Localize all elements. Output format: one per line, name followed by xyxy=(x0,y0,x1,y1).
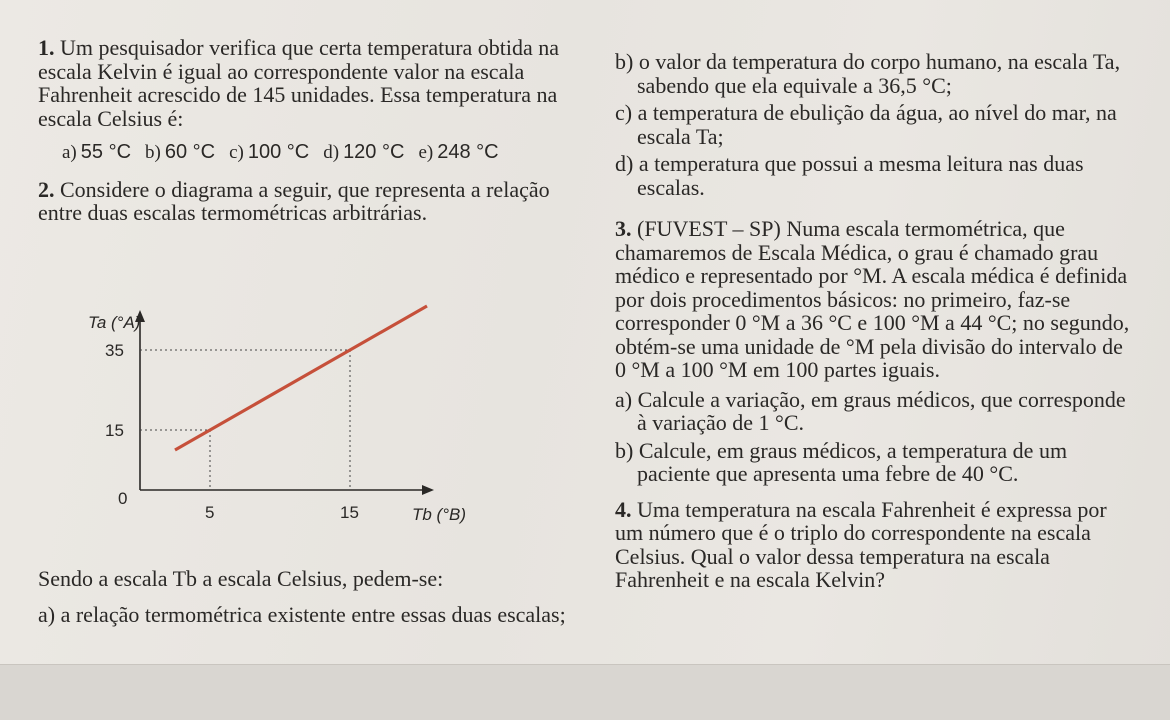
page-bottom-edge xyxy=(0,664,1170,720)
x-tick-label-15: 15 xyxy=(340,503,359,522)
option-c[interactable]: c) 100 °C xyxy=(229,141,310,163)
question-2-intro: 2. Considere o diagrama a seguir, que representa a relação entre duas escalas termométricas arbitrárias. xyxy=(38,176,550,225)
option-a[interactable]: a) 55 °C xyxy=(62,141,132,163)
right-column xyxy=(615,46,1135,592)
question-2-continuation xyxy=(38,566,598,638)
question-2c: c) a temperatura de ebulição da água, ao nível do mar, na escala Ta; xyxy=(615,100,1117,149)
question-2d: d) a temperatura que possui a mesma leitura nas duas escalas. xyxy=(615,151,1084,200)
y-tick-label-15: 15 xyxy=(105,421,124,440)
question-2b: b) o valor da temperatura do corpo humano, na escala Ta, sabendo que ela equivale a 36,5 °C; xyxy=(615,49,1121,98)
y-axis-label: Ta (°A) xyxy=(88,313,141,332)
series-line xyxy=(175,306,427,450)
y-tick-label-35: 35 xyxy=(105,341,124,360)
temperature-chart xyxy=(70,250,520,540)
question-3: 3. (FUVEST – SP) Numa escala termométrica, que chamaremos de Escala Médica, o grau é chamado grau médico e representado por °M. A escala médica é definida por dois procedimentos básicos: no primeiro, faz-se corresponder 0 °M a 36 °C e 100 °M a 44 °C; no segundo, obtém-se uma unidade de °M pela divisão do intervalo de 0 °M a 100 °M em 100 partes iguais. xyxy=(615,216,1130,382)
left-column xyxy=(38,36,598,225)
question-3b: b) Calcule, em graus médicos, a temperatura de um paciente que apresenta uma febre de 40 °C. xyxy=(615,437,1068,486)
option-e[interactable]: e) 248 °C xyxy=(418,141,499,163)
x-tick-label-5: 5 xyxy=(205,503,215,522)
x-axis-arrow xyxy=(422,485,434,495)
option-d[interactable]: d) 120 °C xyxy=(323,141,405,163)
question-2a: a) a relação termométrica existente entre essas duas escalas; xyxy=(38,602,566,627)
question-1: 1. Um pesquisador verifica que certa temperatura obtida na escala Kelvin é igual ao correspondente valor na escala Fahrenheit acrescido de 145 unidades. Essa temperatura na escala Celsius é: xyxy=(38,35,560,131)
x-axis-label: Tb (°B) xyxy=(412,505,467,524)
question-2-after: Sendo a escala Tb a escala Celsius, pedem-se: xyxy=(38,566,444,591)
question-3a: a) Calcule a variação, em graus médicos, que corresponde à variação de 1 °C. xyxy=(615,386,1126,435)
x-tick-label-0: 0 xyxy=(118,489,128,508)
question-4: 4. Uma temperatura na escala Fahrenheit é expressa por um número que é o triplo do correspondente na escala Celsius. Qual o valor dessa temperatura na escala Fahrenheit e na escala Kelvin? xyxy=(615,496,1107,592)
option-b[interactable]: b) 60 °C xyxy=(145,141,216,163)
question-1-options xyxy=(62,141,598,165)
